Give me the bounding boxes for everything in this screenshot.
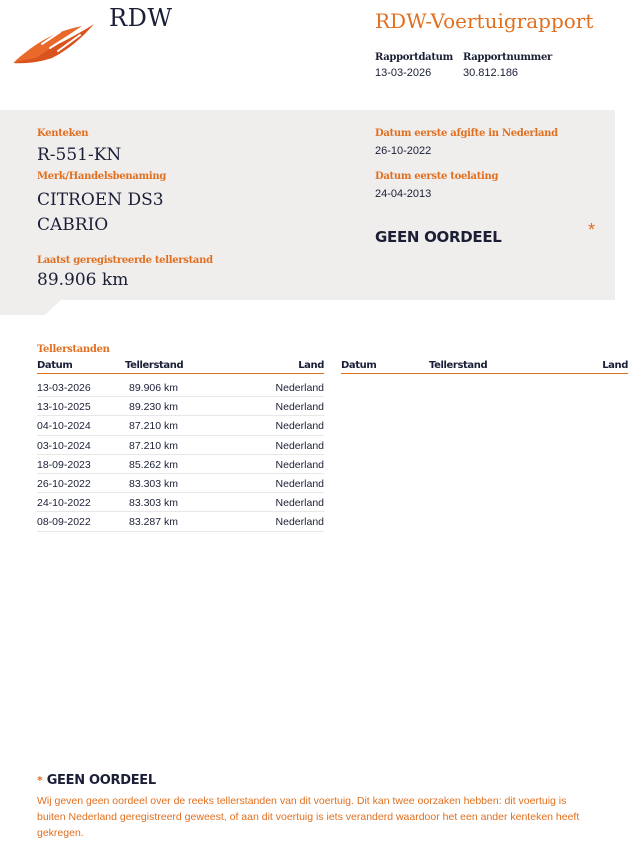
report-date-value: 13-03-2026 — [375, 67, 432, 79]
readings-table-header — [37, 360, 324, 374]
make-value-line2: CABRIO — [37, 215, 109, 235]
reading-date: 26-10-2022 — [37, 477, 91, 490]
verdict-status: GEEN OORDEEL — [375, 228, 502, 246]
first-admission-label: Datum eerste toelating — [375, 171, 499, 182]
report-number-label: Rapportnummer — [463, 52, 552, 63]
odometer-label: Laatst geregistreerde tellerstand — [37, 255, 213, 266]
table-row — [37, 436, 324, 455]
make-label: Merk/Handelsbenaming — [37, 171, 167, 182]
first-admission-value: 24-04-2013 — [375, 188, 432, 200]
reading-country: Nederland — [275, 516, 324, 529]
column-header-country: Land — [298, 360, 324, 371]
odometer-value: 89.906 km — [37, 270, 129, 290]
column-header-date: Datum — [37, 360, 73, 371]
reading-value: 89.230 km — [129, 401, 179, 414]
reading-date: 08-09-2022 — [37, 516, 91, 529]
reading-date: 24-10-2022 — [37, 497, 91, 510]
footnote-title-text: GEEN OORDEEL — [46, 773, 156, 788]
report-number-value: 30.812.186 — [463, 67, 519, 79]
plate-value: R-551-KN — [37, 145, 122, 165]
readings-table-body — [37, 378, 324, 532]
readings-table-right — [341, 360, 628, 374]
table-row — [37, 416, 324, 435]
reading-date: 03-10-2024 — [37, 439, 91, 452]
plate-label: Kenteken — [37, 128, 89, 139]
table-row — [37, 493, 324, 512]
readings-title: Tellerstanden — [37, 344, 110, 355]
panel-tab-decoration — [0, 299, 62, 315]
reading-country: Nederland — [275, 382, 324, 394]
table-row — [37, 512, 324, 531]
report-date-label: Rapportdatum — [375, 52, 453, 63]
rdw-logo-icon — [12, 18, 98, 66]
column-header-reading: Tellerstand — [125, 360, 184, 371]
reading-value: 87.210 km — [129, 439, 179, 452]
make-value-line1: CITROEN DS3 — [37, 190, 164, 210]
reading-date: 13-10-2025 — [37, 401, 91, 414]
brand-name: RDW — [109, 4, 173, 32]
column-header-country-right: Land — [602, 360, 628, 371]
report-number — [463, 52, 552, 79]
reading-value: 83.287 km — [129, 516, 179, 529]
reading-value: 87.210 km — [129, 420, 179, 433]
report-title: RDW-Voertuigrapport — [375, 9, 594, 33]
first-nl-date-value: 26-10-2022 — [375, 145, 432, 157]
reading-value: 85.262 km — [129, 458, 179, 471]
reading-country: Nederland — [275, 439, 324, 452]
table-row — [37, 474, 324, 493]
reading-country: Nederland — [275, 477, 324, 490]
reading-value: 83.303 km — [129, 477, 179, 490]
readings-table-header-right — [341, 360, 628, 374]
reading-country: Nederland — [275, 458, 324, 471]
footnote-text: Wij geven geen oordeel over de reeks tellerstanden van dit voertuig. Dit kan twee oorzaken hebben: dit voertuig is buiten Nederland geregistreerd geweest, of aan dit voertuig is iets veranderd waardoor het een ander kenteken heeft gekregen. — [37, 795, 580, 839]
reading-country: Nederland — [275, 401, 324, 414]
column-header-date-right: Datum — [341, 360, 377, 371]
table-row — [37, 455, 324, 474]
reading-date: 04-10-2024 — [37, 420, 91, 433]
reading-value: 83.303 km — [129, 497, 179, 510]
footnote-asterisk: * — [37, 774, 43, 787]
reading-date: 18-09-2023 — [37, 458, 91, 471]
reading-country: Nederland — [275, 420, 324, 433]
reading-date: 13-03-2026 — [37, 382, 91, 394]
report-date — [375, 52, 453, 79]
column-header-reading-right: Tellerstand — [429, 360, 488, 371]
verdict-asterisk: * — [588, 220, 596, 240]
table-row — [37, 397, 324, 416]
reading-value: 89.906 km — [129, 382, 179, 394]
first-nl-date-label: Datum eerste afgifte in Nederland — [375, 128, 558, 139]
table-row — [37, 378, 324, 397]
reading-country: Nederland — [275, 497, 324, 510]
readings-table-left — [37, 360, 324, 532]
footnote-title — [37, 773, 156, 788]
